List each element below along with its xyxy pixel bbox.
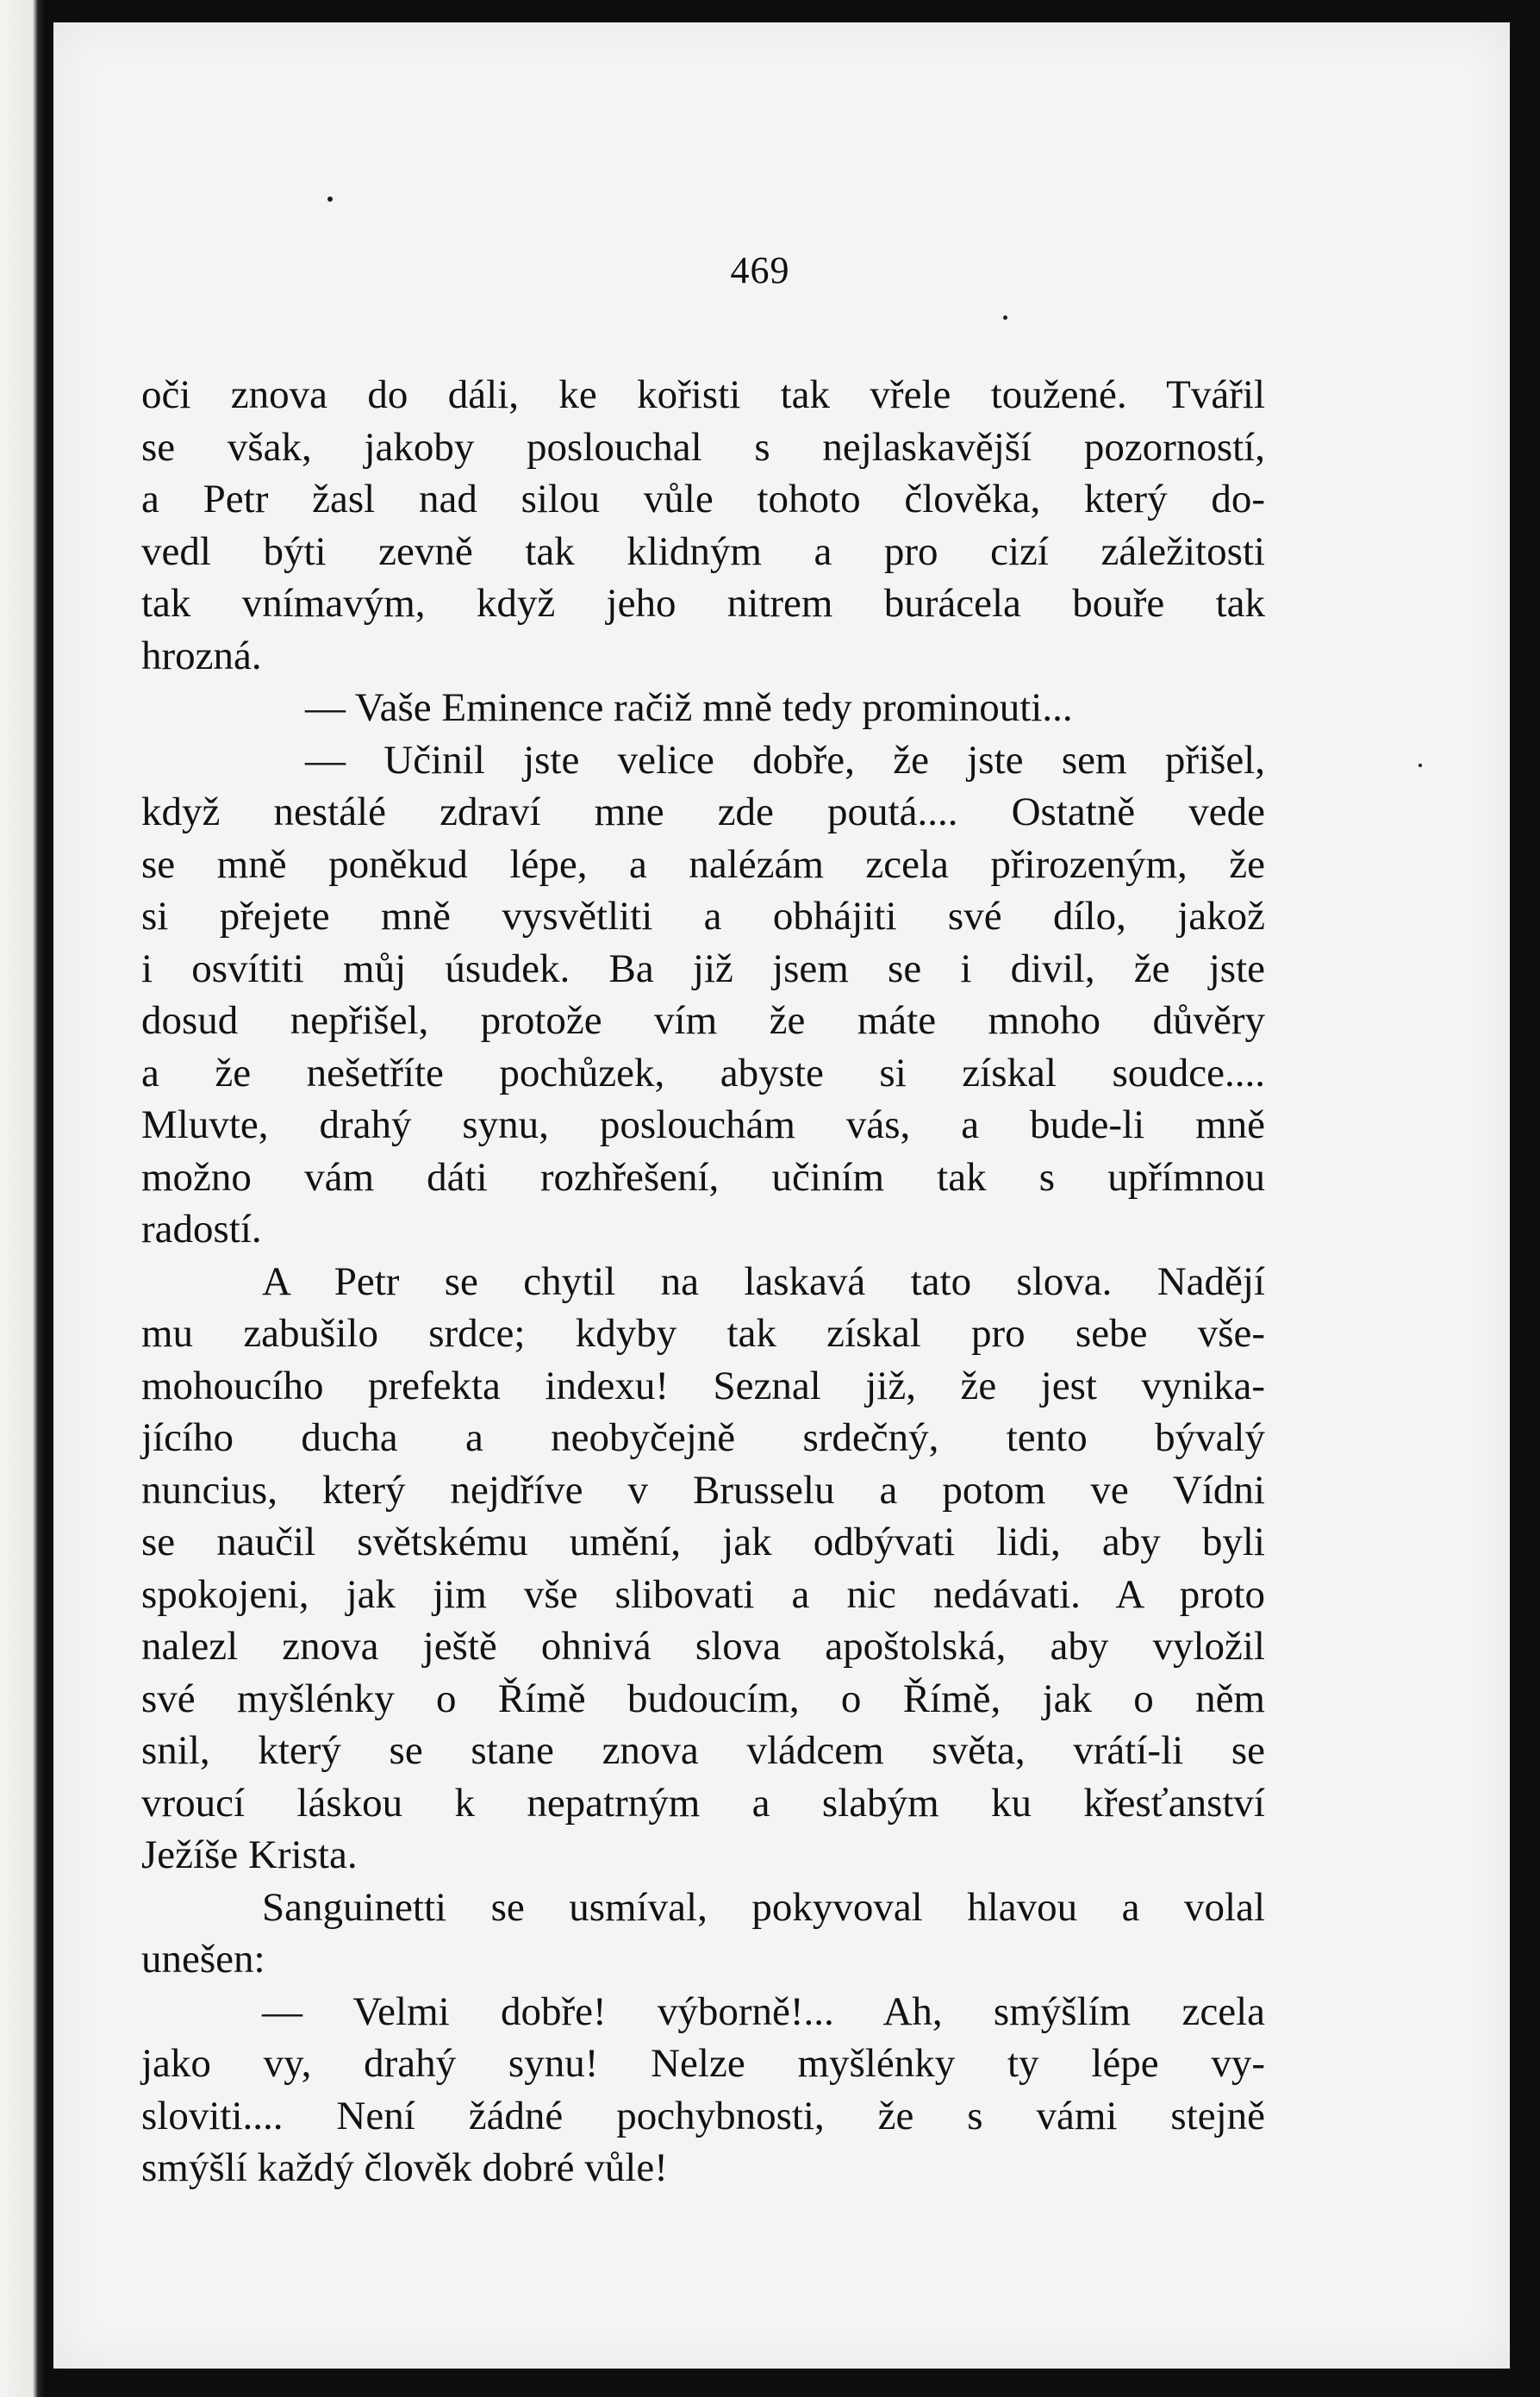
text-line: Ježíše Krista. bbox=[141, 1832, 358, 1877]
text-line: tak vnímavým, když jeho nitrem burácela bouře tak bbox=[141, 581, 1265, 626]
text-line: se mně poněkud lépe, a nalézám zcela přirozeným, že bbox=[141, 841, 1265, 887]
text-line: snil, který se stane znova vládcem světa, vrátí-li se bbox=[141, 1728, 1265, 1773]
body-text bbox=[141, 369, 1265, 2194]
text-line: si přejete mně vysvětliti a obhájiti své dílo, jakož bbox=[141, 894, 1265, 939]
text-line: i osvítiti můj úsudek. Ba již jsem se i divil, že jste bbox=[141, 946, 1265, 991]
text-line: a že nešetříte pochůzek, abyste si získal soudce.... bbox=[141, 1050, 1265, 1096]
text-line: když nestálé zdraví mne zde poutá.... Ostatně vede bbox=[141, 790, 1265, 834]
book-page bbox=[53, 22, 1510, 2369]
text-line: své myšlénky o Římě budoucím, o Římě, jak o něm bbox=[141, 1676, 1265, 1721]
text-line: hrozná. bbox=[141, 633, 262, 678]
text-line: se však, jakoby poslouchal s nejlaskavější pozorností, bbox=[141, 424, 1265, 470]
text-line: jako vy, drahý synu! Nelze myšlénky ty lépe vy- bbox=[141, 2041, 1265, 2086]
text-line: A Petr se chytil na laskavá tato slova. Nadějí bbox=[262, 1258, 1265, 1304]
text-line: a Petr žasl nad silou vůle tohoto člověka, který do- bbox=[141, 477, 1265, 521]
text-line: možno vám dáti rozhřešení, učiním tak s upřímnou bbox=[141, 1154, 1265, 1200]
text-line: oči znova do dáli, ke kořisti tak vřele toužené. Tvářil bbox=[141, 372, 1265, 417]
text-line: vedl býti zevně tak klidným a pro cizí záležitosti bbox=[141, 528, 1265, 574]
speck bbox=[1003, 315, 1007, 320]
text-line: mu zabušilo srdce; kdyby tak získal pro sebe vše- bbox=[141, 1311, 1265, 1356]
text-line: nuncius, který nejdříve v Brusselu a potom ve Vídni bbox=[141, 1467, 1265, 1513]
text-line: sloviti.... Není žádné pochybnosti, že s vámi stejně bbox=[141, 2093, 1265, 2138]
adjacent-page-edge bbox=[0, 0, 45, 2397]
text-line: vroucí láskou k nepatrným a slabým ku křesťanství bbox=[141, 1780, 1265, 1826]
text-line: radostí. bbox=[141, 1207, 262, 1252]
text-line: se naučil světskému umění, jak odbývati lidi, aby byli bbox=[141, 1520, 1265, 1564]
text-line: dosud nepřišel, protože vím že máte mnoho důvěry bbox=[141, 998, 1265, 1043]
text-line: smýšlí každý člověk dobré vůle! bbox=[141, 2145, 668, 2190]
text-line: unešen: bbox=[141, 1937, 265, 1982]
text-line: Mluvte, drahý synu, poslouchám vás, a bude-li mně bbox=[141, 1102, 1265, 1147]
text-line: nalezl znova ještě ohnivá slova apoštolská, aby vyložil bbox=[141, 1624, 1265, 1669]
text-line: jícího ducha a neobyčejně srdečný, tento bývalý bbox=[141, 1415, 1265, 1460]
text-line: Sanguinetti se usmíval, pokyvoval hlavou a volal bbox=[262, 1884, 1265, 1930]
speck bbox=[1418, 764, 1422, 767]
text-line: spokojeni, jak jim vše slibovati a nic nedávati. A proto bbox=[141, 1571, 1265, 1617]
speck bbox=[327, 197, 333, 202]
text-line: mohoucího prefekta indexu! Seznal již, že jest vynika- bbox=[141, 1363, 1265, 1408]
text-line: — Vaše Eminence račiž mně tedy prominouti... bbox=[305, 685, 1073, 730]
text-line: — Učinil jste velice dobře, že jste sem přišel, bbox=[305, 737, 1265, 783]
text-line: — Velmi dobře! výborně!... Ah, smýšlím zcela bbox=[262, 1988, 1265, 2034]
page-number: 469 bbox=[730, 249, 790, 291]
